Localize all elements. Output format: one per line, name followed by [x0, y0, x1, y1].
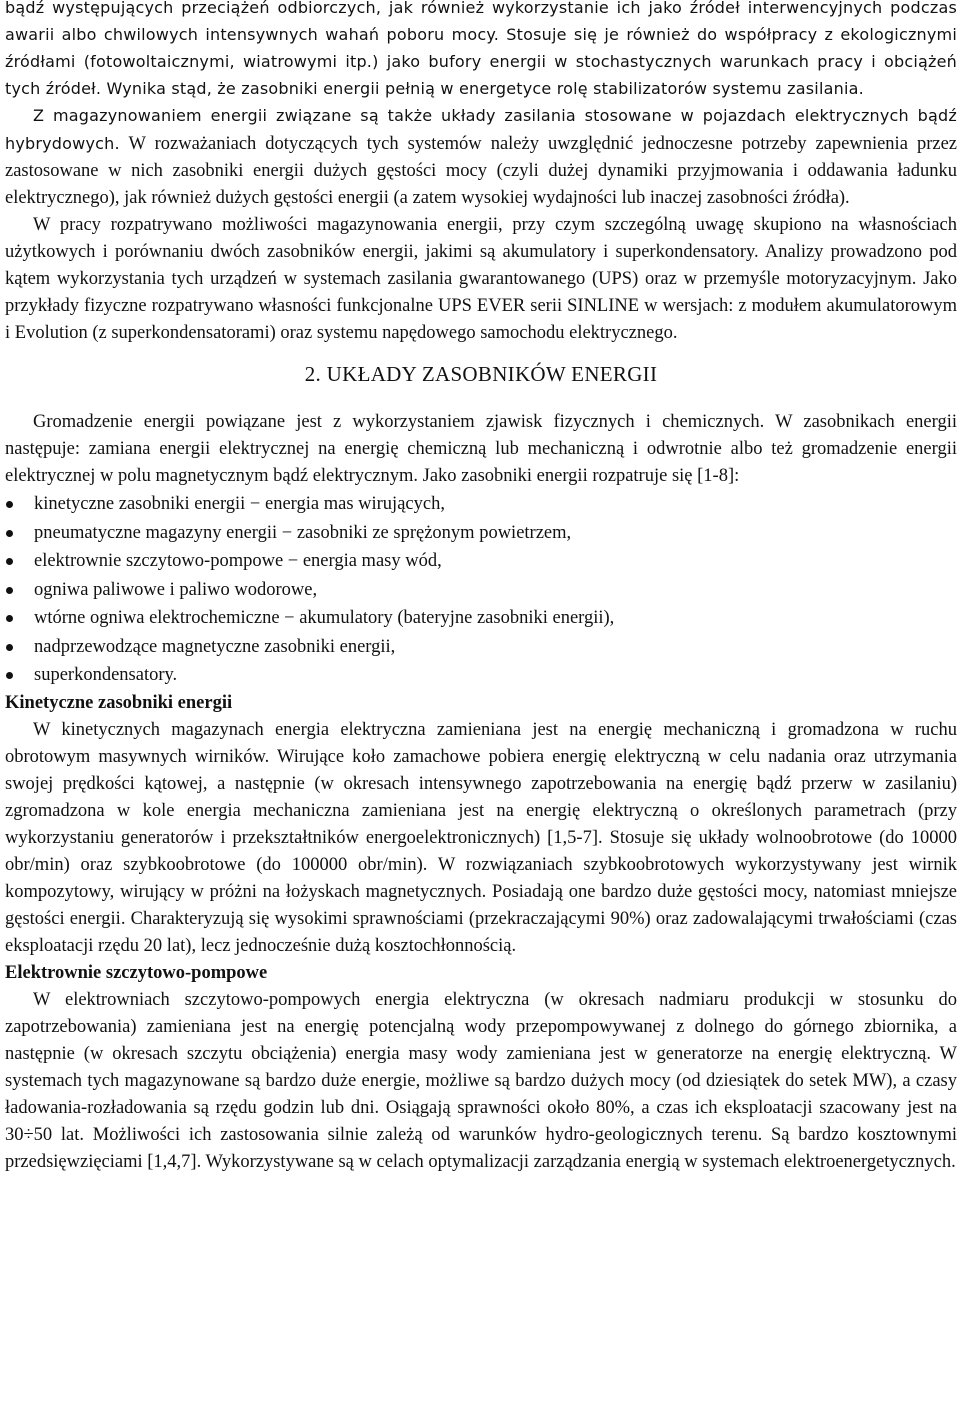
bullet-icon — [6, 672, 13, 679]
list-item — [5, 633, 957, 662]
list-item-text: ogniwa paliwowe i paliwo wodorowe, — [34, 579, 318, 600]
intro-paragraph-2 — [5, 102, 957, 212]
bullet-icon — [6, 530, 13, 537]
kinetic-paragraph: W kinetycznych magazynach energia elektryczna zamieniana jest na energię mechaniczną i gromadzona w ruchu obrotowym masywnych wirników. Wirujące koło zamachowe pobiera energię elektryczną w celu nadania oraz utrzymania swojej prędkości kątowej, a następnie (w okresach intensywnego zapotrzebowania na energię bądź przerw w zasilaniu) zgromadzona w kole energia mechaniczna zamieniana jest na energię elektryczną o określonych parametrach (przy wykorzystaniu generatorów i przekształtników energoelektronicznych) [1,5-7]. Stosuje się układy wolnoobrotowe (do 10000 obr/min) oraz szybkoobrotowe (do 100000 obr/min). W rozwiązaniach szybkoobrotowych wykorzystywany jest wirnik kompozytowy, wirujący w próżni na łożyskach magnetycznych. Posiadają one bardzo duże gęstości mocy, natomiast mniejsze gęstości energii. Charakteryzują się wysokimi sprawnościami (przekraczającymi 90%) oraz zadowalającymi trwałościami (czas eksploatacji rzędu 20 lat), lecz jednocześnie dużą kosztochłonnością. — [5, 719, 957, 956]
list-item — [5, 547, 957, 576]
list-item-text: nadprzewodzące magnetyczne zasobniki energii, — [34, 636, 396, 657]
bullet-icon — [6, 615, 13, 622]
list-item-text: wtórne ogniwa elektrochemiczne − akumulatory (bateryjne zasobniki energii), — [34, 608, 615, 628]
bullet-icon — [6, 501, 13, 508]
storage-types-list — [5, 490, 957, 690]
list-item — [5, 661, 957, 690]
section-paragraph: Gromadzenie energii powiązane jest z wykorzystaniem zjawisk fizycznych i chemicznych. W zasobnikach energii następuje: zamiana energii elektrycznej na energię chemiczną lub mechaniczną i odwrotnie albo też gromadzenie energii elektrycznej w polu magnetycznym bądź elektrycznym. Jako zasobniki energii rozpatruje się [1-8]: — [5, 412, 957, 486]
list-item-text: kinetyczne zasobniki energii − energia mas wirujących, — [34, 494, 445, 514]
list-item-text: superkondensatory. — [34, 665, 178, 685]
list-item — [5, 604, 957, 633]
bullet-icon — [6, 644, 13, 651]
subheading-kinetic: Kinetyczne zasobniki energii — [5, 692, 233, 713]
list-item-text: pneumatyczne magazyny energii − zasobniki ze sprężonym powietrzem, — [34, 522, 572, 543]
section-heading: 2. UKŁADY ZASOBNIKÓW ENERGII — [304, 362, 658, 386]
intro-paragraph-2-lead: Z magazynowaniem energii związane są także układy zasilania stosowane w pojazdach elektrycznych bądź hybrydowych. — [5, 106, 957, 153]
pumped-storage-paragraph: W elektrowniach szczytowo-pompowych energia elektryczna (w okresach nadmiaru produkcji w stosunku do zapotrzebowania) zamieniana jest na energię potencjalną wody przepompowywanej z dolnego do górnego zbiornika, a następnie (w okresach szczytu obciążenia) energia masy wody zamieniana jest w generatorze na energię elektryczną. W systemach tych magazynowane są bardzo duże energie, możliwe są bardzo dużych mocy (od dziesiątek do setek MW), a czasy ładowania-rozładowania są rzędu godzin lub dni. Osiągają sprawności około 80%, a czas ich eksploatacji szacowany jest na 30÷50 lat. Możliwości ich zastosowania silnie zależą od warunków hydro-geologicznych terenu. Są bardzo kosztownymi przedsięwzięciami [1,4,7]. Wykorzystywane są w celach optymalizacji zarządzania energią w systemach elektroenergetycznych. — [5, 989, 957, 1172]
list-item — [5, 490, 957, 519]
list-item — [5, 519, 957, 548]
intro-paragraph-1: bądź występujących przeciążeń odbiorczych, jak również wykorzystanie ich jako źródeł interwencyjnych podczas awarii albo chwilowych intensywnych wahań poboru mocy. Stosuje się je również do współpracy z ekologicznymi źródłami (fotowoltaicznymi, wiatrowymi itp.) jako bufory energii w stochastycznych warunkach pracy i obciążeń tych źródeł. Wynika stąd, że zasobniki energii pełnią w energetyce rolę stabilizatorów systemu zasilania. — [5, 0, 957, 98]
intro-paragraph-3: W pracy rozpatrywano możliwości magazynowania energii, przy czym szczególną uwagę skupiono na własnościach użytkowych i porównaniu dwóch zasobników energii, jakimi są akumulatory i superkondensatory. Analizy prowadzono pod kątem wykorzystania tych urządzeń w systemach zasilania gwarantowanego (UPS) oraz w przemyśle motoryzacyjnym. Jako przykłady fizyczne rozpatrywano własności funkcjonalne UPS EVER serii SINLINE w wersjach: z modułem akumulatorowym i Evolution (z superkondensatorami) oraz systemu napędowego samochodu elektrycznego. — [5, 215, 957, 343]
list-item — [5, 576, 957, 605]
bullet-icon — [6, 558, 13, 565]
list-item-text: elektrownie szczytowo-pompowe − energia masy wód, — [34, 551, 442, 571]
intro-paragraph-2-rest: W rozważaniach dotyczących tych systemów należy uwzględnić jednoczesne potrzeby zapewnienia przez zastosowane w nich zasobniki energii dużych gęstości mocy (czyli dużej dynamiki przyjmowania i oddawania ładunku elektrycznego), jak również dużych gęstości energii (a zatem wysokiej wydajności lub inaczej zasobności źródła). — [5, 134, 957, 208]
bullet-icon — [6, 587, 13, 594]
subheading-pumped-storage: Elektrownie szczytowo-pompowe — [5, 962, 268, 983]
